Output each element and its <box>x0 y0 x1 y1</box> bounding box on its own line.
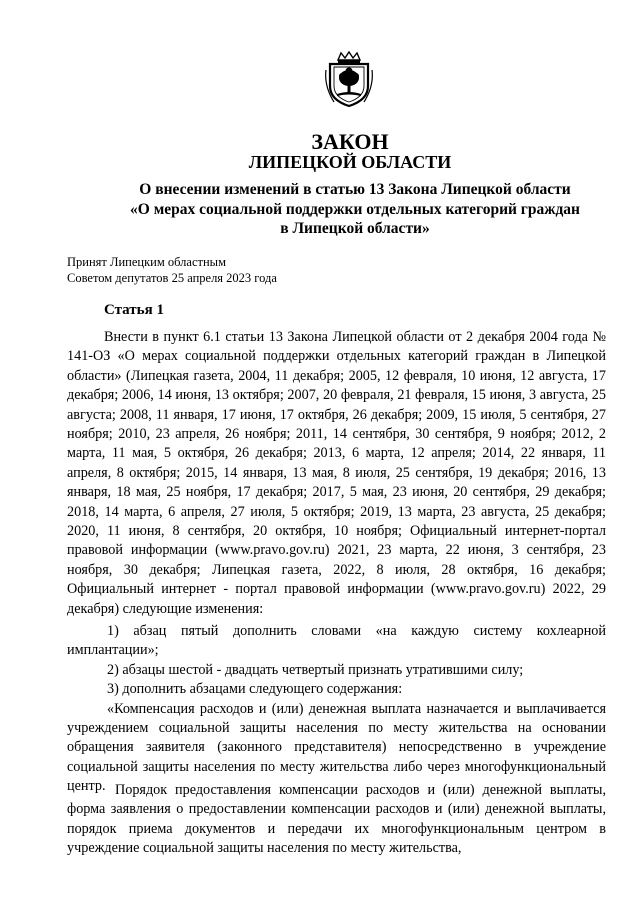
list-item: 1) абзац пятый дополнить словами «на каждую систему кохлеарной имплантации»; <box>67 623 606 659</box>
adoption-line: Советом депутатов 25 апреля 2023 года <box>67 271 277 285</box>
adoption-note <box>67 254 277 286</box>
list-item: 2) абзацы шестой - двадцать четвертый признать утратившими силу; <box>107 661 524 678</box>
amendment-list <box>67 622 606 797</box>
article-intro <box>67 328 606 619</box>
amendment-title-line: в Липецкой области» <box>280 220 430 237</box>
amendment-title-line: «О мерах социальной поддержки отдельных категорий граждан <box>130 200 580 218</box>
adoption-line: Принят Липецким областным <box>67 255 226 269</box>
intro-paragraph: Внести в пункт 6.1 статьи 13 Закона Липецкой области от 2 декабря 2004 года № 141-ОЗ «О мерах социальной поддержки отдельных категорий граждан в Липецкой области» (Липецкая газета, 2004, 11 декабря; 2005, 12 февраля, 10 июня, 12 августа, 17 декабря; 2006, 14 июня, 13 октября; 2007, 20 февраля, 21 февраля, 15 июня, 3 августа, 25 августа; 2008, 11 января, 17 июня, 17 октября, 26 декабря; 2009, 15 июля, 5 сентября, 27 ноября; 2010, 23 апреля, 26 ноября; 2011, 14 сентября, 30 сентября, 9 ноября; 2012, 2 марта, 11 мая, 5 октября, 26 декабря; 2013, 6 марта, 12 апреля; 2014, 22 января, 11 апреля, 8 октября; 2015, 14 января, 13 мая, 8 июля, 25 сентября, 19 декабря; 2016, 13 января, 18 мая, 25 ноября, 17 декабря; 2017, 5 мая, 23 июня, 20 сентября, 29 декабря; 2018, 14 марта, 6 апреля, 27 июля, 5 октября; 2019, 13 марта, 23 августа, 25 декабря; 2020, 11 июня, 8 сентября, 20 октября, 10 ноября; Официальный интернет-портал правовой информации (www.pravo.gov.ru) 2021, 23 марта, 22 июня, 3 сентября, 23 ноября, 30 декабря; Липецкая газета, 2022, 8 июля, 28 октября, 16 декабря; Официальный интернет - портал правовой информации (www.pravo.gov.ru) 2022, 29 декабря) следующие изменения: <box>67 329 606 617</box>
amendment-title <box>100 180 610 239</box>
coat-of-arms-icon <box>324 50 374 108</box>
quote-continuation <box>67 781 606 859</box>
quote-paragraph: «Компенсация расходов и (или) денежная выплата назначается и выплачивается учреждением социальной защиты населения по месту жительства на основании обращения заявителя (законного представителя) непосредственно в учреждение социальной защиты населения по месту жительства либо через многофункциональный центр. <box>67 700 606 795</box>
region-title: ЛИПЕЦКОЙ ОБЛАСТИ <box>248 152 452 172</box>
article-heading: Статья 1 <box>104 302 164 318</box>
amendment-title-line: О внесении изменений в статью 13 Закона Липецкой области <box>139 181 571 198</box>
quote-paragraph: Порядок предоставления компенсации расходов и (или) денежной выплаты, форма заявления о предоставлении компенсации расходов и (или) денежной выплаты, порядок приема документов и передачи их многофункциональным центром в учреждение социальной защиты населения по месту жительства, <box>67 782 606 857</box>
list-item: 3) дополнить абзацами следующего содержания: <box>107 681 403 698</box>
law-title: ЗАКОН <box>311 129 389 154</box>
